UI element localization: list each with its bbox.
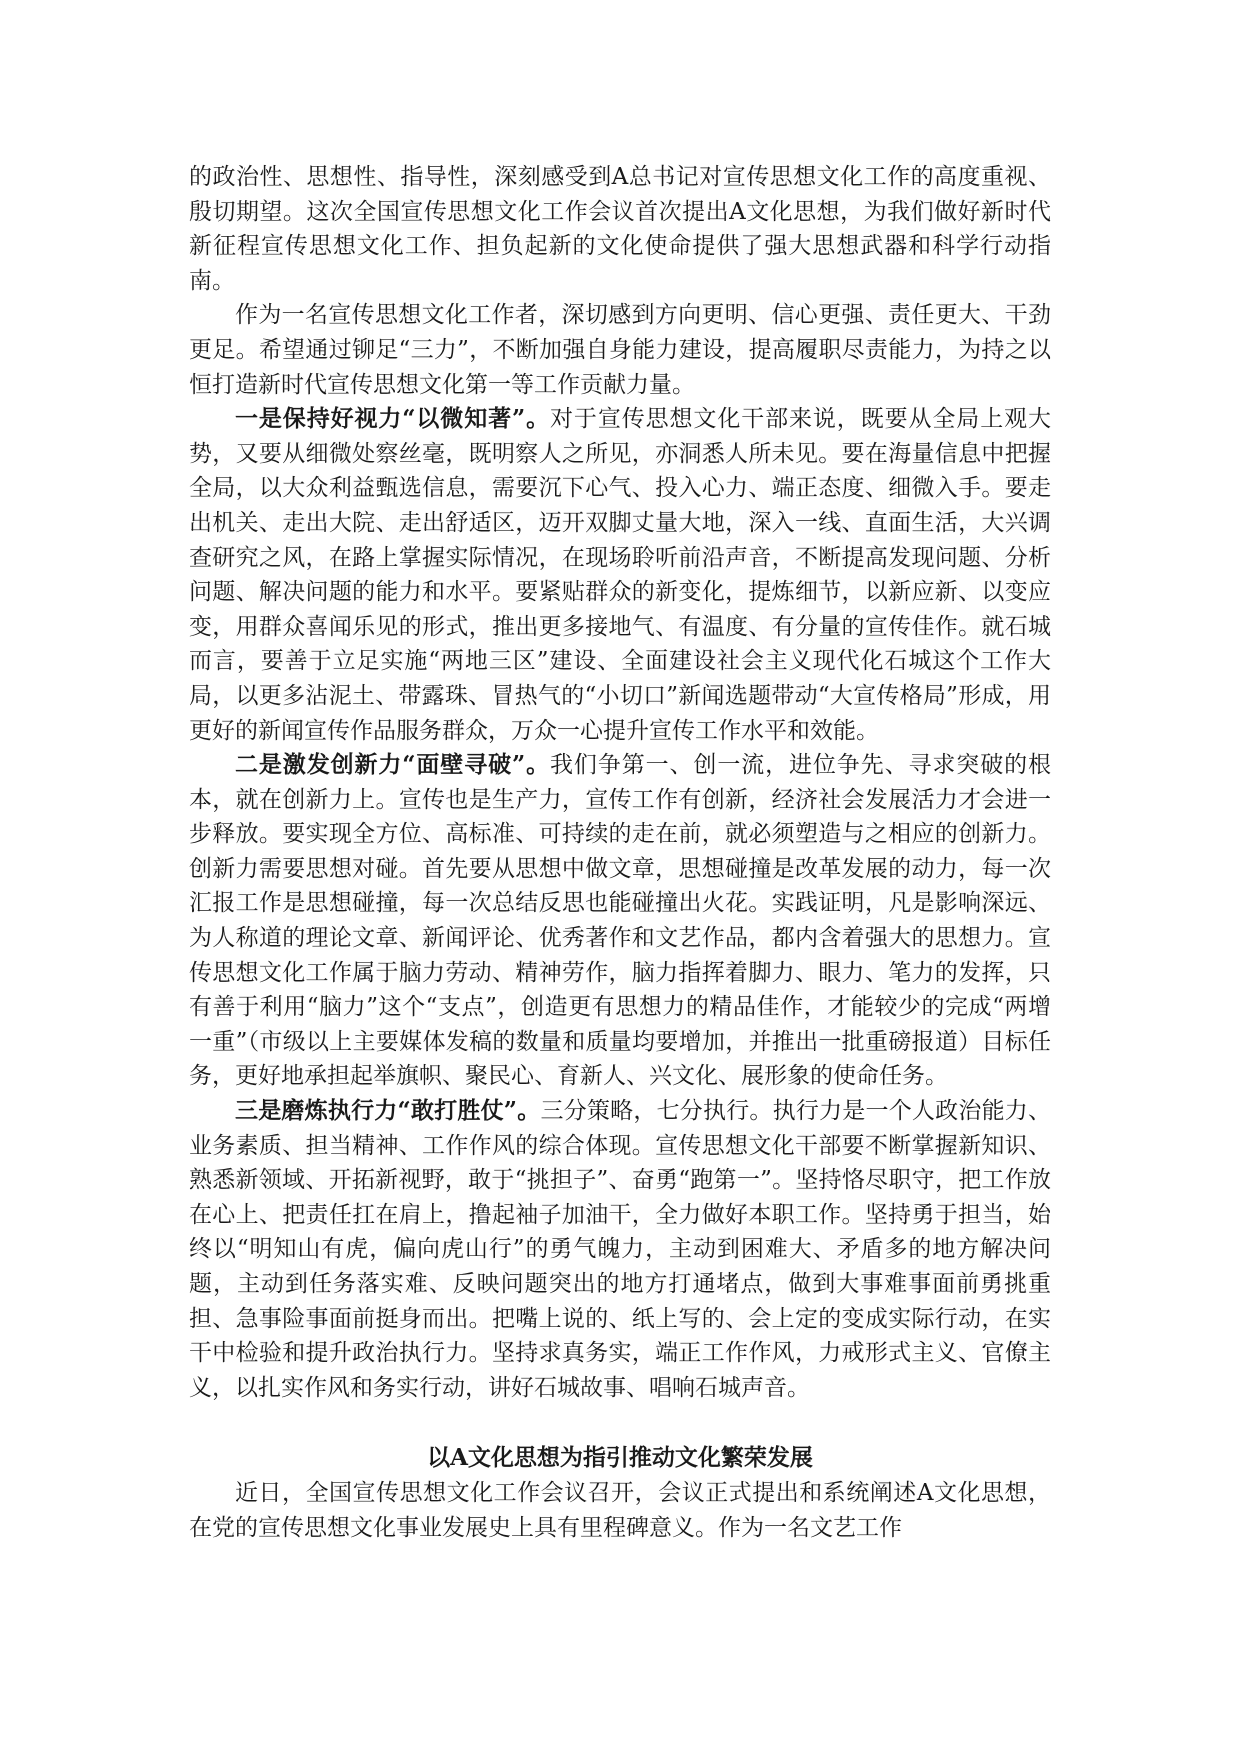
- point-heading: 三是磨炼执行力“敢打胜仗”。: [235, 1097, 541, 1125]
- paragraph-text: 近日，全国宣传思想文化工作会议召开，会议正式提出和系统阐述A文化思想，在党的宣传思想文化事业发展史上具有里程碑意义。作为一名文艺工作: [189, 1479, 1051, 1541]
- paragraph-text: 三分策略，七分执行。执行力是一个人政治能力、业务素质、担当精神、工作作风的综合体现。宣传思想文化干部要不断掌握新知识、熟悉新领域、开拓新视野，敢于“挑担子”、奋勇“跑第一”。坚持恪尽职守，把工作放在心上、把责任扛在肩上，撸起袖子加油干，全力做好本职工作。坚持勇于担当，始终以“明知山有虎，偏向虎山行”的勇气魄力，主动到困难大、矛盾多的地方解决问题，主动到任务落实难、反映问题突出的地方打通堵点，做到大事难事面前勇挑重担、急事险事面前挺身而出。把嘴上说的、纸上写的、会上定的变成实际行动，在实干中检验和提升政治执行力。坚持求真务实，端正工作作风，力戒形式主义、官僚主义，以扎实作风和务实行动，讲好石城故事、唱响石城声音。: [189, 1098, 1052, 1401]
- paragraph-point-three: [189, 1094, 1051, 1405]
- point-heading: 二是激发创新力“面壁寻破”。: [235, 751, 551, 779]
- paragraph-point-one: [189, 402, 1051, 748]
- paragraph-text: 对于宣传思想文化干部来说，既要从全局上观大势，又要从细微处察丝毫，既明察人之所见，亦洞悉人所未见。要在海量信息中把握全局，以大众利益甄选信息，需要沉下心气、投入心力、端正态度、细微入手。要走出机关、走出大院、走出舒适区，迈开双脚丈量大地，深入一线、直面生活，大兴调查研究之风，在路上掌握实际情况，在现场聆听前沿声音，不断提高发现问题、分析问题、解决问题的能力和水平。要紧贴群众的新变化，提炼细节，以新应新、以变应变，用群众喜闻乐见的形式，推出更多接地气、有温度、有分量的宣传佳作。就石城而言，要善于立足实施“两地三区”建设、全面建设社会主义现代化石城这个工作大局，以更多沾泥土、带露珠、冒热气的“小切口”新闻选题带动“大宣传格局”形成，用更好的新闻宣传作品服务群众，万众一心提升宣传工作水平和效能。: [189, 406, 1051, 744]
- point-heading: 一是保持好视力“以微知著”。: [235, 405, 551, 433]
- paragraph-text: 作为一名宣传思想文化工作者，深切感到方向更明、信心更强、责任更大、干劲更足。希望通过铆足“三力”，不断加强自身能力建设，提高履职尽责能力，为持之以恒打造新时代宣传思想文化第一等工作贡献力量。: [189, 302, 1051, 398]
- paragraph-text: 我们争第一、创一流，进位争先、寻求突破的根本，就在创新力上。宣传也是生产力，宣传工作有创新，经济社会发展活力才会进一步释放。要实现全方位、高标准、可持续的走在前，就必须塑造与之相应的创新力。创新力需要思想对碰。首先要从思想中做文章，思想碰撞是改革发展的动力，每一次汇报工作是思想碰撞，每一次总结反思也能碰撞出火花。实践证明，凡是影响深远、为人称道的理论文章、新闻评论、优秀著作和文艺作品，都内含着强大的思想力。宣传思想文化工作属于脑力劳动、精神劳作，脑力指挥着脚力、眼力、笔力的发挥，只有善于利用“脑力”这个“支点”，创造更有思想力的精品佳作，才能较少的完成“两增一重”（市级以上主要媒体发稿的数量和质量均要增加，并推出一批重磅报道）目标任务，更好地承担起举旗帜、聚民心、育新人、兴文化、展形象的使命任务。: [189, 752, 1051, 1090]
- paragraph-point-two: [189, 748, 1051, 1094]
- article-title: 以A文化思想为指引推动文化繁荣发展: [427, 1444, 813, 1472]
- paragraph-text: 的政治性、思想性、指导性，深刻感受到A总书记对宣传思想文化工作的高度重视、殷切期望。这次全国宣传思想文化工作会议首次提出A文化思想，为我们做好新时代新征程宣传思想文化工作、担负起新的文化使命提供了强大思想武器和科学行动指南。: [189, 164, 1051, 294]
- paragraph-intro: [189, 298, 1051, 402]
- document-body: [189, 160, 1051, 1545]
- paragraph-continuation: [189, 160, 1051, 298]
- paragraph-article-opening: [189, 1476, 1051, 1545]
